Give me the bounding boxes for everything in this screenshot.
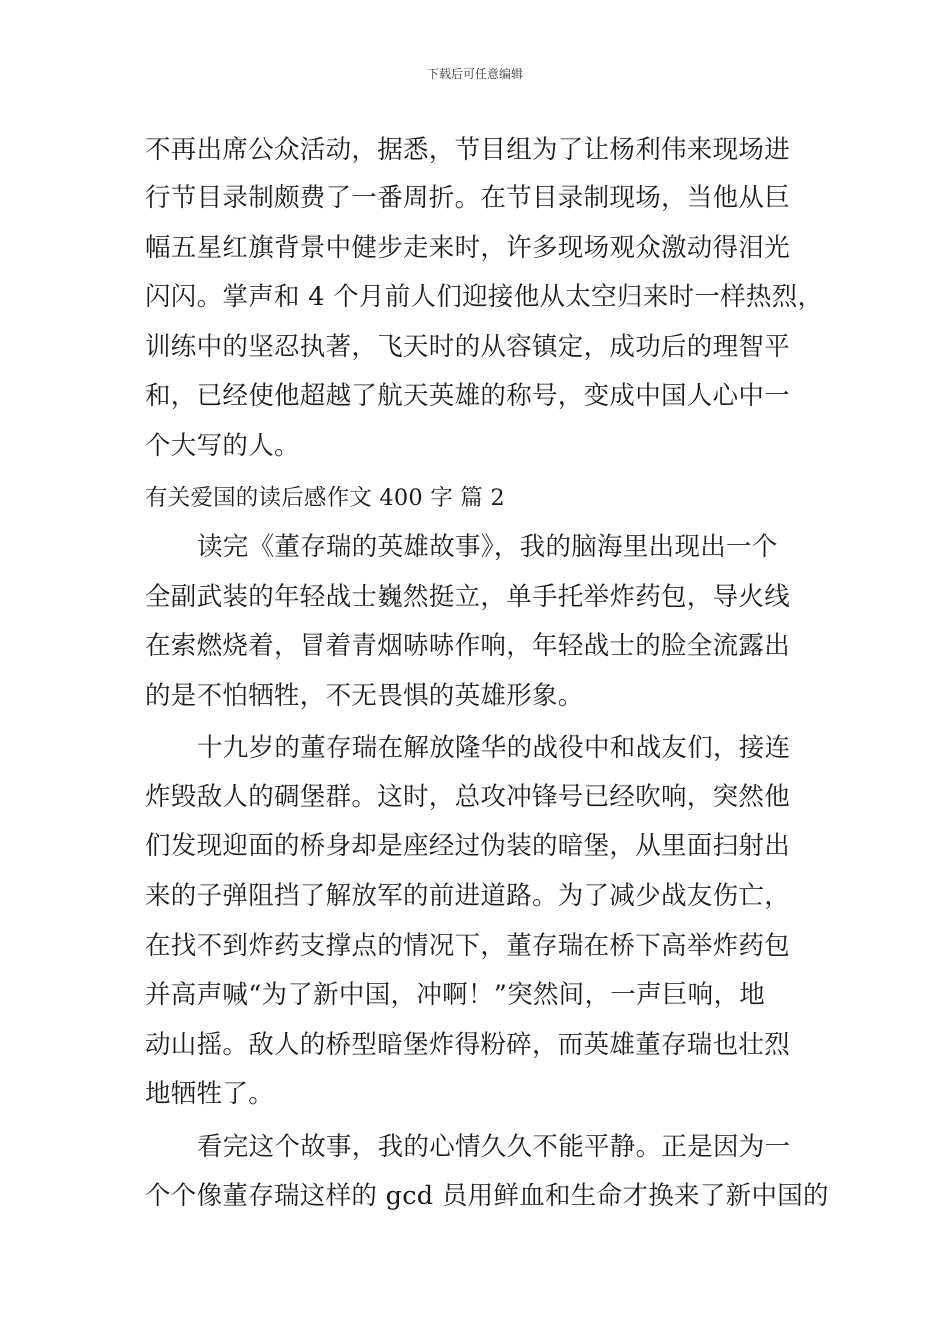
text-line: 炸毁敌人的碉堡群。这时，总攻冲锋号已经吹响，突然他 [145, 782, 791, 812]
page-header: 下载后可任意编辑 [426, 67, 523, 81]
text-line: 行节目录制颇费了一番周折。在节目录制现场，当他从巨 [145, 183, 791, 213]
text-line: 不再出席公众活动，据悉，节目组为了让杨利伟来现场进 [145, 135, 791, 165]
text-line: 来的子弹阻挡了解放军的前进道路。为了减少战友伤亡， [145, 881, 791, 911]
text-line: 在找不到炸药支撑点的情况下，董存瑞在桥下高举炸药包 [145, 931, 791, 961]
text-line: 幅五星红旗背景中健步走来时，许多现场观众激动得泪光 [145, 233, 791, 263]
text-line: 看完这个故事，我的心情久久不能平静。正是因为一 [197, 1132, 791, 1162]
text-line: 们发现迎面的桥身却是座经过伪装的暗堡，从里面扫射出 [145, 831, 791, 861]
text-line: 动山摇。敌人的桥型暗堡炸得粉碎，而英雄董存瑞也壮烈 [145, 1030, 791, 1060]
text-line: 地牺牲了。 [145, 1079, 275, 1109]
text-line: 个个像董存瑞这样的 gcd 员用鲜血和生命才换来了新中国的 [145, 1181, 829, 1211]
text-line: 的是不怕牺牲，不无畏惧的英雄形象。 [145, 681, 584, 711]
text-line: 训练中的坚忍执著，飞天时的从容镇定，成功后的理智平 [145, 332, 791, 362]
text-line: 和，已经使他超越了航天英雄的称号，变成中国人心中一 [145, 381, 791, 411]
text-line: 闪闪。掌声和 4 个月前人们迎接他从太空归来时一样热烈， [145, 282, 824, 312]
text-line: 并高声喊“为了新中国，冲啊！”突然间，一声巨响，地 [145, 980, 766, 1010]
section-title: 有关爱国的读后感作文 400 字 篇 2 [145, 485, 505, 511]
text-line: 个大写的人。 [145, 431, 300, 461]
text-line: 在索燃烧着，冒着青烟哧哧作响，年轻战士的脸全流露出 [145, 631, 791, 661]
text-line: 全副武装的年轻战士巍然挺立，单手托举炸药包，导火线 [145, 582, 791, 612]
text-line: 十九岁的董存瑞在解放隆华的战役中和战友们，接连 [197, 733, 791, 763]
text-line: 读完《董存瑞的英雄故事》，我的脑海里出现出一个 [197, 532, 778, 562]
